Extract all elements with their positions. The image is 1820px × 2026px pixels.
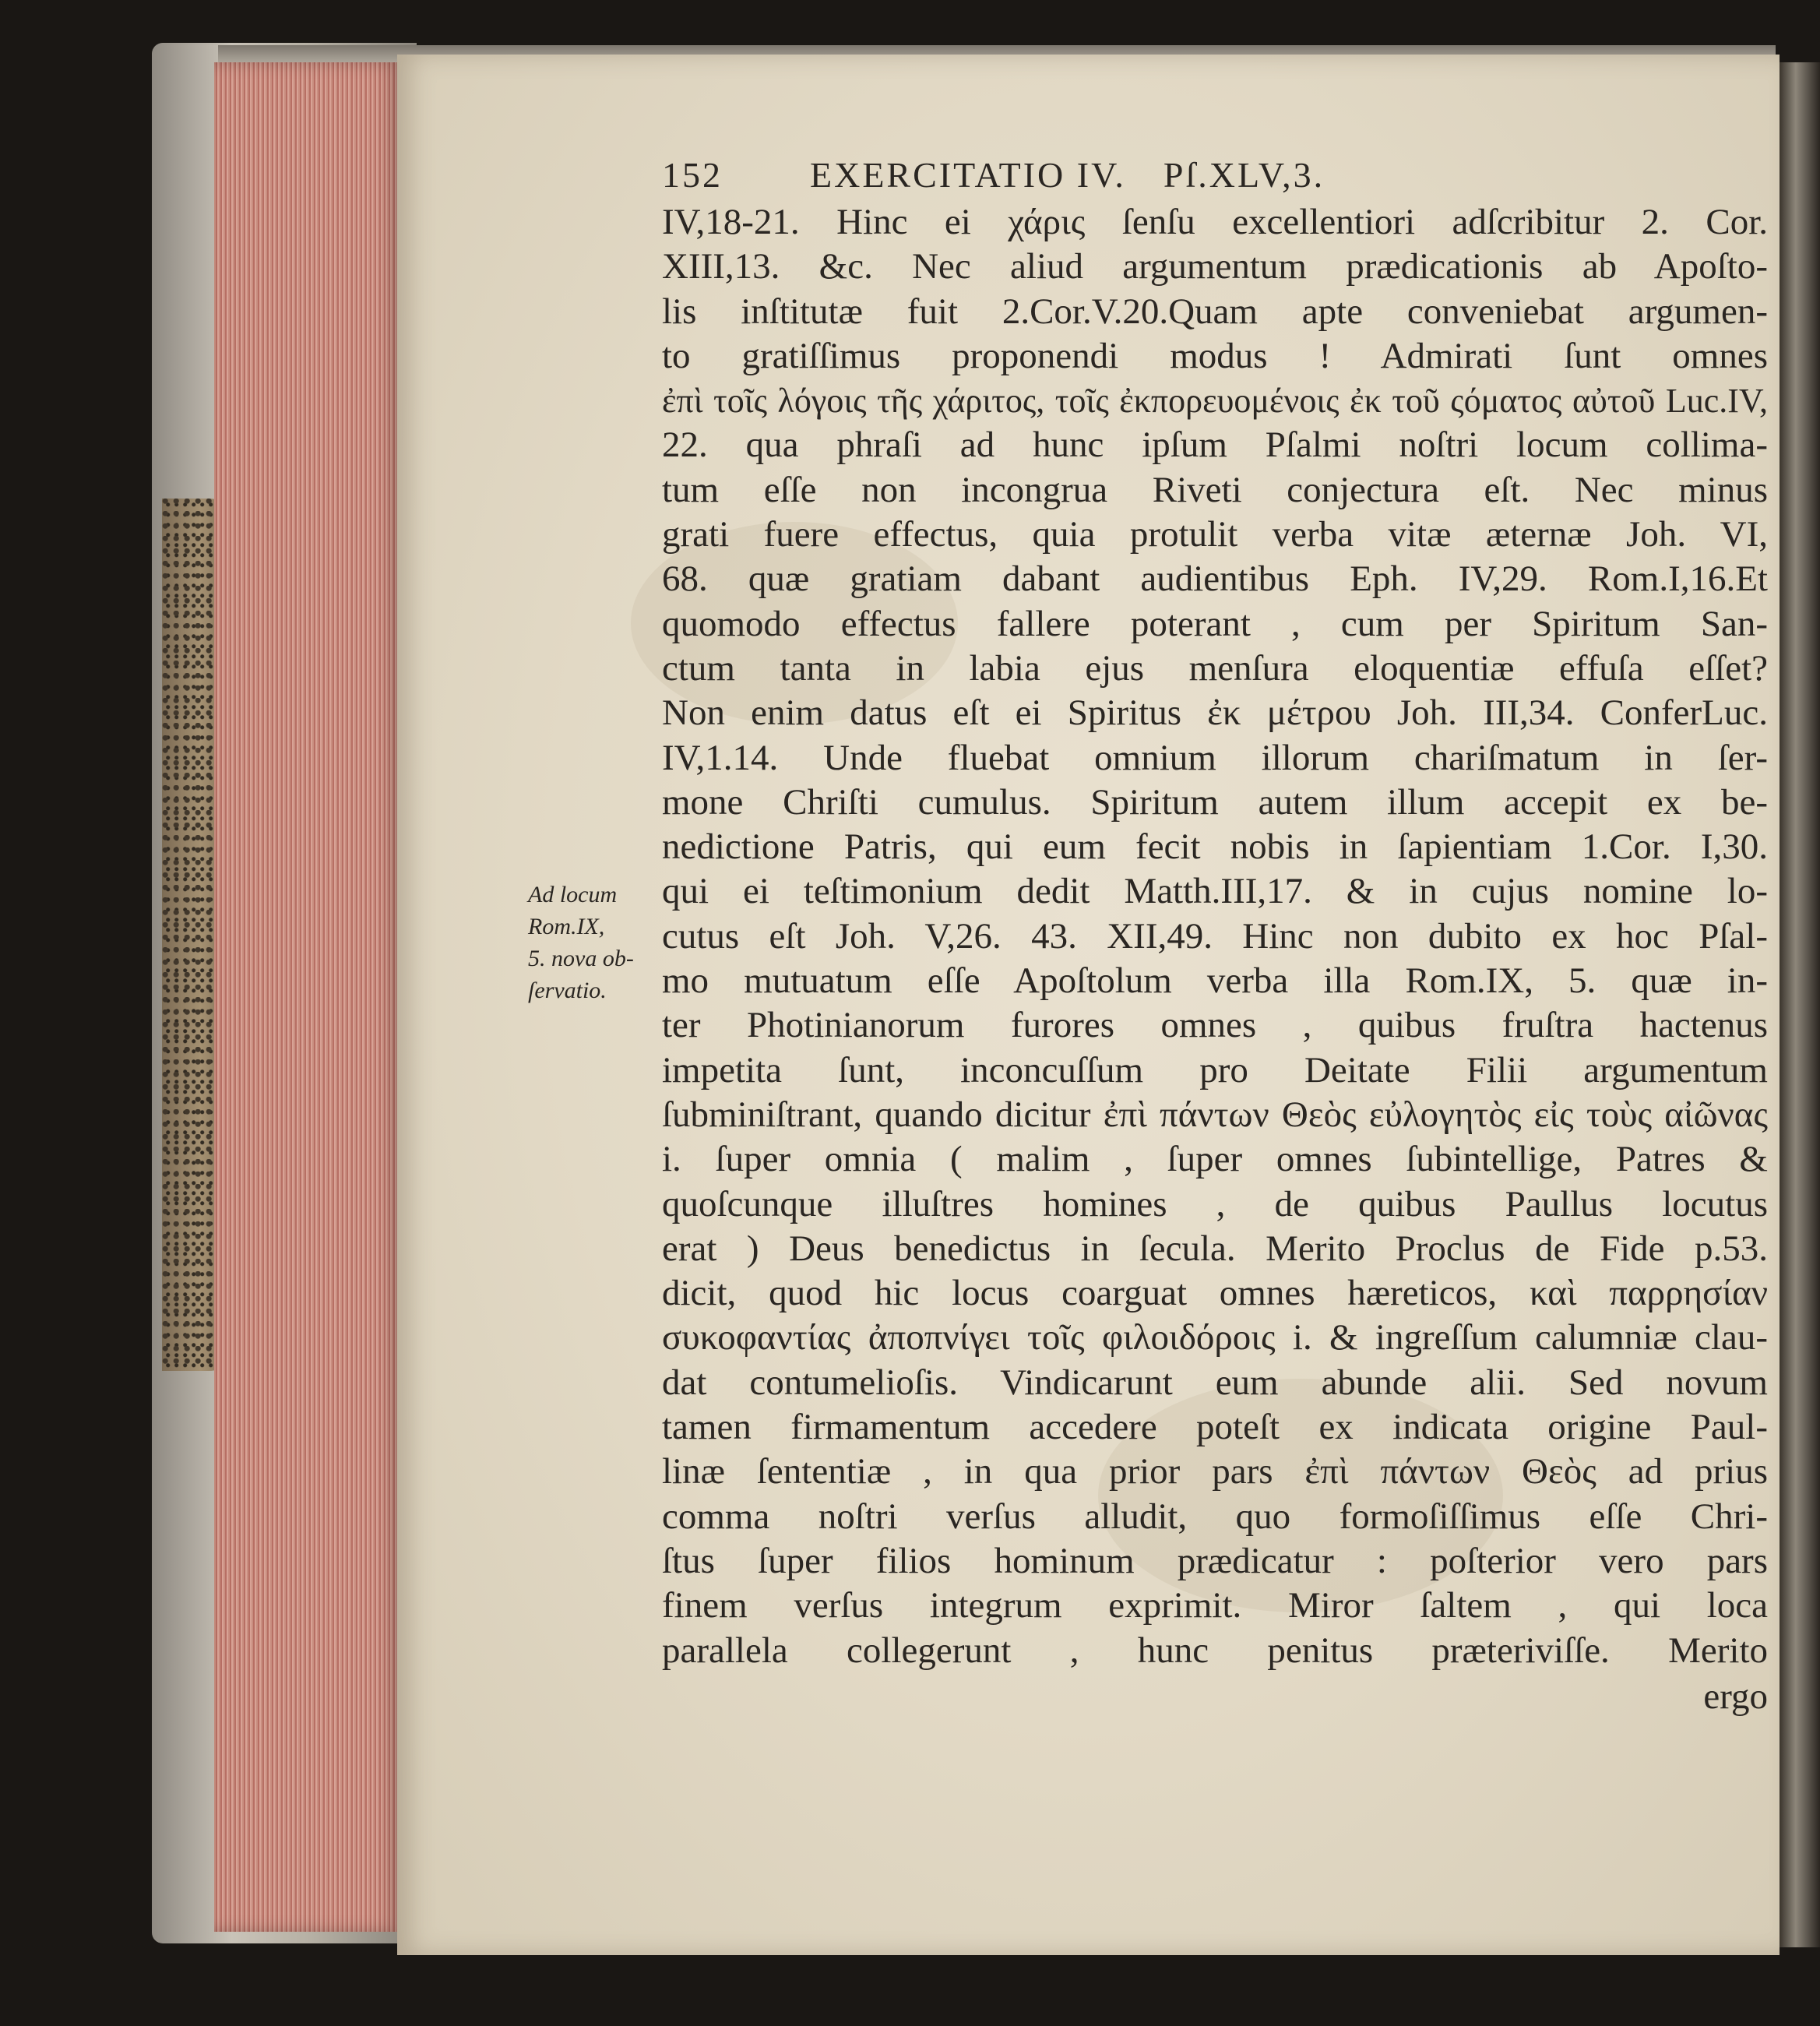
text-line: tamen firmamentum accedere poteſt ex indicata origine Paul- xyxy=(662,1407,1768,1448)
text-line: grati fuere effectus, quia protulit verba vitæ æternæ Joh. VI, xyxy=(662,514,1768,555)
running-section: Pſ.XLV,3. xyxy=(1163,155,1325,195)
text-line: dat contumelioſis. Vindicarunt eum abunde alii. Sed novum xyxy=(662,1362,1768,1403)
text-line: tum eſſe non incongrua Riveti conjectura eſt. Nec minus xyxy=(662,469,1768,510)
text-line: erat ) Deus benedictus in ſecula. Merito Proclus de Fide p.53. xyxy=(662,1228,1768,1269)
text-line: IV,1.14. Unde fluebat omnium illorum chariſmatum in ſer- xyxy=(662,737,1768,778)
margin-note xyxy=(528,879,667,1006)
text-line: ter Photinianorum furores omnes , quibus fruſtra hactenus xyxy=(662,1005,1768,1046)
text-line: nedictione Patris, qui eum fecit nobis in ſapientiam 1.Cor. I,30. xyxy=(662,826,1768,868)
margin-note-line: Rom.IX, xyxy=(528,914,605,939)
catchword: ergo xyxy=(1703,1675,1768,1717)
margin-note-line: 5. nova ob- xyxy=(528,946,634,971)
text-line: XIII,13. &c. Nec aliud argumentum prædicationis ab Apoſto- xyxy=(662,246,1768,287)
text-line: 68. quæ gratiam dabant audientibus Eph. IV,29. Rom.I,16.Et xyxy=(662,558,1768,600)
text-line: cutus eſt Joh. V,26. 43. XII,49. Hinc non dubito ex hoc Pſal- xyxy=(662,915,1768,957)
text-line: finem verſus integrum exprimit. Miror ſaltem , qui loca xyxy=(662,1585,1768,1626)
text-line: mone Chriſti cumulus. Spiritum autem illum accepit ex be- xyxy=(662,781,1768,823)
text-line: lis inſtitutæ fuit 2.Cor.V.20.Quam apte conveniebat argumen- xyxy=(662,291,1768,332)
text-line: qui ei teſtimonium dedit Matth.III,17. & in cujus nomine lo- xyxy=(662,871,1768,912)
text-line: to gratiſſimus proponendi modus ! Admirati ſunt omnes xyxy=(662,335,1768,376)
text-line: parallela collegerunt , hunc penitus præteriviſſe. Merito xyxy=(662,1630,1768,1671)
text-line: dicit, quod hic locus coarguat omnes hæreticos, καὶ παρρησίαν xyxy=(662,1273,1768,1314)
text-line: Non enim datus eſt ei Spiritus ἐκ μέτρου Joh. III,34. ConferLuc. xyxy=(662,692,1768,734)
text-line: ctum tanta in labia ejus menſura eloquentiæ effuſa eſſet? xyxy=(662,647,1768,689)
margin-note-line: ſervatio. xyxy=(528,978,607,1003)
facing-page-edge xyxy=(1780,62,1820,1947)
running-title: EXERCITATIO IV. xyxy=(810,155,1126,195)
page-edges xyxy=(214,62,401,1932)
page-number: 152 xyxy=(662,155,723,195)
text-line: 22. qua phraſi ad hunc ipſum Pſalmi noſtri locum collima- xyxy=(662,425,1768,466)
text-line: quoſcunque illuſtres homines , de quibus Paullus locutus xyxy=(662,1183,1768,1224)
text-line: συκοφαντίας ἀποπνίγει τοῖς φιλοιδόροις i. & ingreſſum calumniæ clau- xyxy=(662,1317,1768,1358)
page-text-block xyxy=(662,152,1768,1719)
margin-note-line: Ad locum xyxy=(528,882,618,907)
text-line: quomodo effectus fallere poterant , cum per Spiritum San- xyxy=(662,603,1768,644)
running-head xyxy=(662,152,1768,199)
body-text xyxy=(662,200,1768,1673)
text-line: mo mutuatum eſſe Apoſtolum verba illa Rom.IX, 5. quæ in- xyxy=(662,960,1768,1002)
text-line: IV,18-21. Hinc ei χάρις ſenſu excellentiori adſcribitur 2. Cor. xyxy=(662,202,1768,242)
text-line: ſubminiſtrant, quando dicitur ἐπὶ πάντων Θεὸς εὐλογητὸς εἰς τοὺς αἰῶνας xyxy=(662,1094,1768,1135)
text-line: ἐπὶ τοῖς λόγοις τῆς χάριτος, τοῖς ἐκπορευομένοις ἐκ τοῦ ςόματος αὐτοῦ Luc.IV, xyxy=(662,382,1768,421)
text-line: comma noſtri verſus alludit, quo formoſiſſimus eſſe Chri- xyxy=(662,1496,1768,1537)
text-line: i. ſuper omnia ( malim , ſuper omnes ſubintellige, Patres & xyxy=(662,1139,1768,1180)
text-line: ſtus ſuper filios hominum prædicatur : poſterior vero pars xyxy=(662,1540,1768,1581)
text-line: impetita ſunt, inconcuſſum pro Deitate Filii argumentum xyxy=(662,1049,1768,1091)
text-line: linæ ſententiæ , in qua prior pars ἐπὶ πάντων Θεὸς ad prius xyxy=(662,1451,1768,1492)
